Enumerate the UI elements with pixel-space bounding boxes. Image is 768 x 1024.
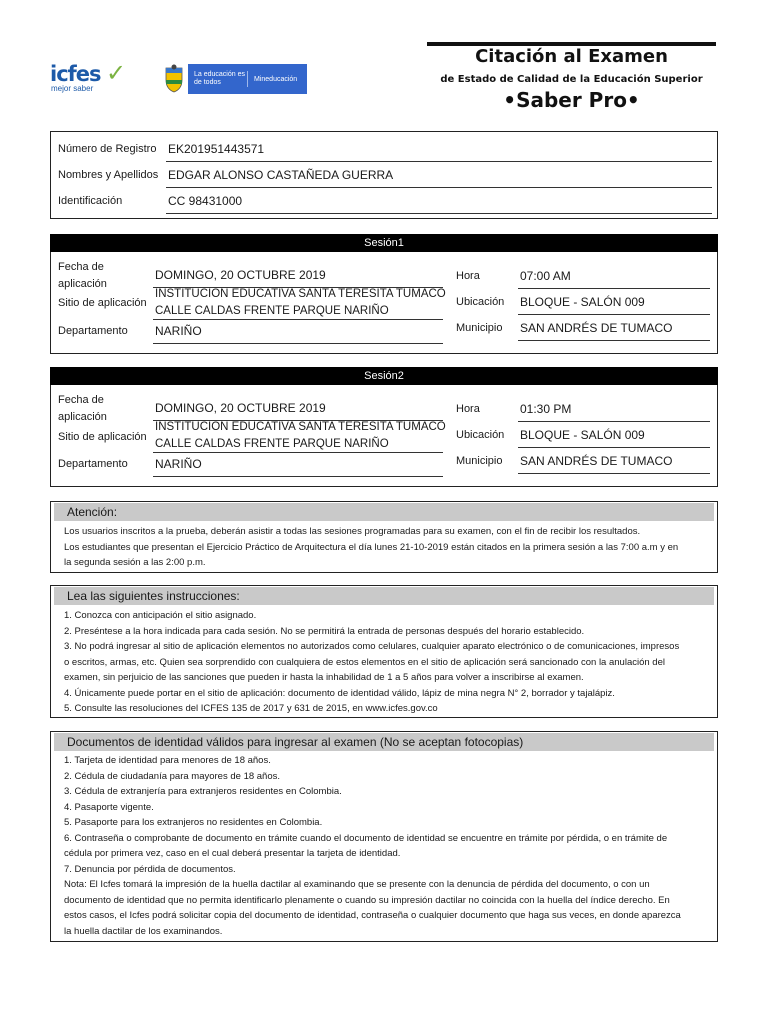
instructions-text xyxy=(64,608,679,717)
instruction-item: o escritos, armas, etc. Quien sea sorprendido con cualquiera de estos elementos en el sitio de aplicación será sancionado con la anulación del xyxy=(64,656,665,668)
session-1-site-label: Sitio de aplicación xyxy=(58,297,147,309)
session-1-municipality-underline xyxy=(518,340,710,341)
icfes-tagline: mejor saber xyxy=(51,84,94,93)
document-item: 5. Pasaporte para los extranjeros no residentes en Colombia. xyxy=(64,817,323,828)
documents-text xyxy=(64,753,681,939)
session-1-location-label: Ubicación xyxy=(456,296,505,308)
session-1-time-underline xyxy=(518,288,710,289)
session-1-site-underline xyxy=(153,319,443,320)
session-1-department-underline xyxy=(153,343,443,344)
registration-label: Número de Registro xyxy=(58,143,157,155)
document-item: 6. Contraseña o comprobante de documento en trámite cuando el documento de identidad se encuentre en trámite por pérdida, o en trámite de xyxy=(64,832,668,844)
document-item: estos casos, el Icfes podrá solicitar copia del documento de identidad, contraseña o cualquier documento que haga sus veces, en donde aparezca xyxy=(64,910,681,921)
session-1-date: DOMINGO, 20 OCTUBRE 2019 xyxy=(155,268,326,282)
government-slogan: La educación es de todos xyxy=(188,71,248,87)
session-1-date-label-line-2: aplicación xyxy=(58,278,107,290)
session-2-department-label: Departamento xyxy=(58,458,128,470)
attention-title: Atención: xyxy=(54,503,714,521)
session-2-location-underline xyxy=(518,447,710,448)
session-1-time: 07:00 AM xyxy=(520,269,571,283)
session-1-department: NARIÑO xyxy=(155,324,202,338)
session-1-department-label: Departamento xyxy=(58,325,128,337)
session-1-site-address: CALLE CALDAS FRENTE PARQUE NARIÑO xyxy=(155,305,389,317)
session-1-date-label xyxy=(58,259,107,293)
instruction-item: 3. No podrá ingresar al sitio de aplicación elementos no autorizados como celulares, cualquier aparato electrónico o de comunicaciones, impresos xyxy=(64,641,680,652)
government-logo xyxy=(163,64,307,94)
registration-value: EK201951443571 xyxy=(168,142,265,156)
session-2-time: 01:30 PM xyxy=(520,402,572,416)
names-underline xyxy=(166,187,712,188)
document-item: documento de identidad que no permita identificarlo plenamente o cuando su impresión dactilar no coincida con la huella del índice derecho. En xyxy=(64,894,670,906)
session-2-municipality-underline xyxy=(518,473,710,474)
session-1-header: Sesión1 xyxy=(50,234,718,252)
document-item: la huella dactilar de los examinandos. xyxy=(64,925,223,937)
instruction-item: 2. Preséntese a la hora indicada para cada sesión. No se permitirá la entrada de personas después del horario establecido. xyxy=(64,625,585,637)
session-1-site-name: INSTITUCION EDUCATIVA SANTA TERESITA TUMACO xyxy=(155,288,446,300)
session-2-department-underline xyxy=(153,476,443,477)
document-item: 7. Denuncia por pérdida de documentos. xyxy=(64,863,236,875)
session-2-location-label: Ubicación xyxy=(456,429,505,441)
documents-title: Documentos de identidad válidos para ingresar al examen (No se aceptan fotocopias) xyxy=(54,733,714,751)
attention-line: Los usuarios inscritos a la prueba, deberán asistir a todas las sesiones programadas para su examen, con el fin de recibir los resultados. xyxy=(64,526,641,537)
instruction-item: examen, sin perjuicio de las sanciones que pueden ir hasta la inhabilidad de 1 a 5 años para volver a inscribirse al examen. xyxy=(64,672,584,683)
session-1-date-label-line-1: Fecha de xyxy=(58,261,104,273)
instructions-title: Lea las siguientes instrucciones: xyxy=(54,587,714,605)
check-icon: ✓ xyxy=(106,60,127,87)
session-2-site-address: CALLE CALDAS FRENTE PARQUE NARIÑO xyxy=(155,438,389,450)
session-1-municipality-label: Municipio xyxy=(456,322,503,334)
ministry-name: Mineducación xyxy=(254,75,298,83)
attention-line: Los estudiantes que presentan el Ejercicio Práctico de Arquitectura el día lunes 21-10-2019 están citados en la primera sesión a las 7:00 a.m y en xyxy=(64,541,679,553)
session-1-time-label: Hora xyxy=(456,270,480,282)
identification-label: Identificación xyxy=(58,195,123,207)
session-2-site-label: Sitio de aplicación xyxy=(58,431,147,443)
names-value: EDGAR ALONSO CASTAÑEDA GUERRA xyxy=(168,168,394,182)
session-2-header: Sesión2 xyxy=(50,367,718,385)
session-2-municipality: SAN ANDRÉS DE TUMACO xyxy=(520,454,673,468)
session-2-department: NARIÑO xyxy=(155,457,202,471)
document-item: 2. Cédula de ciudadanía para mayores de 18 años. xyxy=(64,770,281,782)
exam-name: •Saber Pro• xyxy=(503,88,640,112)
icfes-logo xyxy=(50,62,136,94)
instruction-item: 4. Únicamente puede portar en el sitio de aplicación: documento de identidad válido, lápiz de mina negra N° 2, borrador y tajalápiz. xyxy=(64,687,615,699)
document-item: Nota: El Icfes tomará la impresión de la huella dactilar al examinando que se presente con la denuncia de pérdida del documento, o con un xyxy=(64,879,650,890)
session-1-location: BLOQUE - SALÓN 009 xyxy=(520,295,645,309)
identification-underline xyxy=(166,213,712,214)
attention-text xyxy=(64,524,678,571)
document-item: 4. Pasaporte vigente. xyxy=(64,801,154,813)
session-2-date-label xyxy=(58,392,107,426)
attention-line: la segunda sesión a las 2:00 p.m. xyxy=(64,557,206,568)
session-1-municipality: SAN ANDRÉS DE TUMACO xyxy=(520,321,673,335)
page-subtitle: de Estado de Calidad de la Educación Superior xyxy=(440,74,703,85)
session-2-time-label: Hora xyxy=(456,403,480,415)
session-2-site-underline xyxy=(153,452,443,453)
names-label: Nombres y Apellidos xyxy=(58,169,159,181)
session-2-date-label-line-1: Fecha de xyxy=(58,394,104,406)
document-item: cédula por primera vez, caso en el cual deberá presentar la tarjeta de identidad. xyxy=(64,848,401,859)
session-2-location: BLOQUE - SALÓN 009 xyxy=(520,428,645,442)
identification-value: CC 98431000 xyxy=(168,194,243,208)
session-1-location-underline xyxy=(518,314,710,315)
instruction-item: 5. Consulte las resoluciones del ICFES 135 de 2017 y 631 de 2015, en www.icfes.gov.co xyxy=(64,703,438,714)
icfes-logo-word: icfes xyxy=(50,62,101,86)
instruction-item: 1. Conozca con anticipación el sitio asignado. xyxy=(64,610,257,621)
session-2-time-underline xyxy=(518,421,710,422)
document-item: 3. Cédula de extranjería para extranjeros residentes en Colombia. xyxy=(64,786,342,797)
registration-underline xyxy=(166,161,712,162)
coat-of-arms-icon xyxy=(163,64,185,94)
session-2-date: DOMINGO, 20 OCTUBRE 2019 xyxy=(155,401,326,415)
session-2-date-label-line-2: aplicación xyxy=(58,411,107,423)
session-2-site-name: INSTITUCION EDUCATIVA SANTA TERESITA TUMACO xyxy=(155,421,446,433)
session-2-municipality-label: Municipio xyxy=(456,455,503,467)
page-title: Citación al Examen xyxy=(475,46,668,67)
government-band xyxy=(188,64,307,94)
document-item: 1. Tarjeta de identidad para menores de 18 años. xyxy=(64,755,271,766)
